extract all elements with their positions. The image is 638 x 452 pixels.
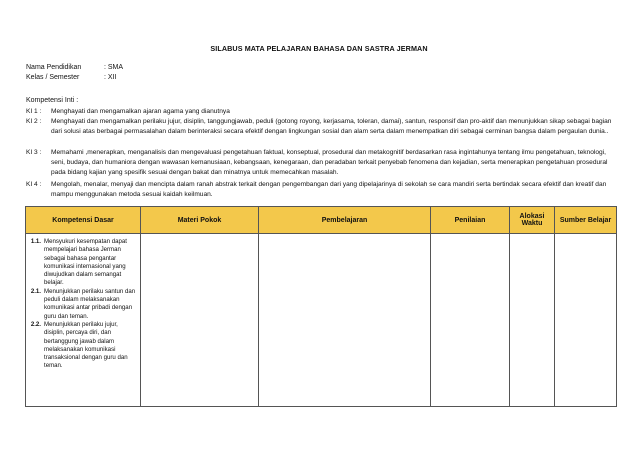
ki-text: Mengolah, menalar, menyaji dan mencipta dalam ranah abstrak terkait dengan pengembangan dari yang dipelajarinya di sekolah se cara mandiri serta bertindak secara efektif dan kreatif dan mampu menggunakan metoda sesuai kaidah keilmuan. [51, 181, 607, 199]
ki-text: Menghayati dan mengamalkan ajaran agama yang dianutnya [51, 108, 230, 115]
col-header-pembelajaran: Pembelajaran [259, 207, 431, 234]
meta-value: : XII [103, 74, 117, 81]
cell-pembelajaran [259, 234, 431, 407]
col-header-materi-pokok: Materi Pokok [141, 207, 259, 234]
list-item [27, 238, 139, 288]
document-title: SILABUS MATA PELAJARAN BAHASA DAN SASTRA JERMAN [210, 44, 428, 53]
list-item [27, 321, 139, 371]
kd-number: 1.1. [30, 238, 41, 245]
table-row [26, 234, 617, 407]
meta-row-school [26, 63, 123, 73]
ki-text: Memahami ,menerapkan, menganalisis dan mengevaluasi pengetahuan faktual, konseptual, prosedural dan metakognitif berdasarkan rasa ingintahunya tentang ilmu pengetahuan, teknologi, seni, budaya, dan humaniora dengan wawasan kemanusiaan, kebangsaan, kenegaraan, dan peradaban terkait penyebab fenomena dan kejadian, serta menerapkan pengetahuan prosedural pada bidang kajian yang spesifik sesuai dengan bakat dan minatnya untuk memecahkan masalah. [51, 149, 608, 177]
ki-number: KI 2 : [26, 118, 42, 125]
cell-alokasi-waktu [510, 234, 555, 407]
cell-penilaian [431, 234, 510, 407]
ki-heading: Kompetensi Inti : [26, 97, 79, 104]
table-header-row [26, 207, 617, 234]
kd-list [27, 235, 139, 371]
ki-item [26, 117, 616, 137]
kd-number: 2.1. [30, 287, 41, 295]
cell-sumber-belajar [555, 234, 617, 407]
ki-number: KI 4 : [26, 181, 42, 188]
meta-value: : SMA [103, 64, 124, 71]
ki-item [26, 107, 616, 117]
list-item [27, 288, 139, 321]
ki-number: KI 1 : [26, 108, 42, 115]
meta-label: Nama Pendidikan [26, 64, 82, 71]
ki-item [26, 148, 616, 179]
col-header-alokasi-waktu: Alokasi Waktu [510, 207, 555, 234]
ki-item [26, 180, 616, 200]
kd-number: 2.2. [30, 320, 41, 328]
cell-materi-pokok [141, 234, 259, 407]
ki-text: Menghayati dan mengamalkan perilaku jujur, disiplin, tanggungjawab, peduli (gotong royong, kerjasama, toleran, damai), santun, responsif dan pro-aktif dan menunjukkan sikap sebagai bagian dari solusi atas berbagai permasalahan dalam berinteraksi secara efektif dengan lingkungan sosial dan alam serta dalam menempatkan diri sebagai cerminan bangsa dalam pergaulan dunia.. [51, 118, 612, 136]
kd-text: Menunjukkan perilaku santun dan peduli dalam melaksanakan komunikasi antar pribadi dengan guru dan teman. [44, 287, 136, 320]
col-header-sumber-belajar: Sumber Belajar [555, 207, 617, 234]
cell-kompetensi-dasar [26, 234, 141, 407]
kd-text: Mensyukuri kesempatan dapat mempelajari bahasa Jerman sebagai bahasa pengantar komunikasi internasional yang diwujudkan dalam semangat belajar. [44, 238, 127, 287]
col-header-penilaian: Penilaian [431, 207, 510, 234]
kd-text: Menunjukkan perilaku jujur, disiplin, percaya diri, dan bertanggung jawab dalam melaksanakan komunikasi transaksional dengan guru dan teman. [44, 320, 128, 370]
meta-label: Kelas / Semester [26, 74, 80, 81]
col-header-kompetensi-dasar: Kompetensi Dasar [26, 207, 141, 234]
ki-number: KI 3 : [26, 149, 42, 156]
meta-row-class [26, 73, 116, 83]
syllabus-table [25, 206, 617, 407]
